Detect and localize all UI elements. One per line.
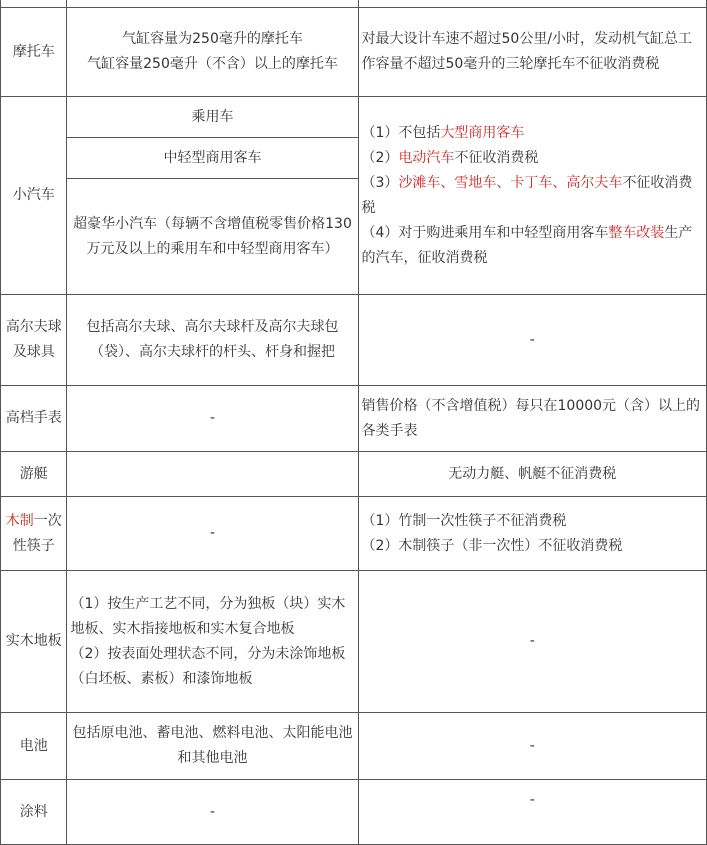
- table-row-top-stub: [1, 0, 707, 8]
- table-row-golf: [1, 295, 707, 386]
- note-text: 不征收消费税: [454, 149, 539, 166]
- scope-cell: -: [67, 497, 358, 571]
- item-cell: [1, 497, 67, 571]
- note-line: （1）竹制一次性筷子不征消费税: [361, 512, 567, 529]
- note-text: （3）: [361, 174, 399, 191]
- scope-cell: 包括高尔夫球、高尔夫球杆及高尔夫球包（袋）、高尔夫球杆的杆头、杆身和握把: [67, 295, 358, 386]
- scope-line: 气缸容量为250毫升的摩托车: [122, 31, 303, 47]
- item-text: 一次性筷子: [12, 512, 62, 554]
- item-cell: 小汽车: [1, 97, 67, 295]
- scope-cell: 超豪华小汽车（每辆不含增值税零售价格130万元及以上的乘用车和中轻型商用客车）: [67, 179, 358, 295]
- table-row-watch: [1, 386, 707, 452]
- item-cell: 涂料: [1, 780, 67, 845]
- note-cell: -: [358, 571, 706, 713]
- scope-cell: -: [67, 386, 358, 452]
- table-row-motorcycle: [1, 8, 707, 97]
- scope-line: （1）按生产工艺不同，分为独板（块）实木地板、实木指接地板和实木复合地板: [70, 595, 346, 637]
- note-cell: 销售价格（不含增值税）每只在10000元（含）以上的各类手表: [358, 386, 706, 452]
- note-cell: -: [358, 295, 706, 386]
- table-row-yacht: [1, 452, 707, 497]
- note-text: （4）对于购进乘用车和中轻型商用客车: [361, 224, 609, 241]
- item-cell: 游艇: [1, 452, 67, 497]
- highlight-text: 电动汽车: [398, 149, 455, 166]
- table-row-chopsticks: [1, 497, 707, 571]
- scope-cell: -: [67, 780, 358, 845]
- note-line: [362, 146, 703, 171]
- scope-line: 气缸容量250毫升（不含）以上的摩托车: [87, 56, 338, 72]
- note-cell: 无动力艇、帆艇不征消费税: [358, 452, 706, 497]
- scope-cell: [67, 8, 358, 97]
- item-cell: 高尔夫球及球具: [1, 295, 67, 386]
- item-cell: 实木地板: [1, 571, 67, 713]
- note-text: （2）: [361, 149, 399, 166]
- highlight-text: 大型商用客车: [440, 124, 525, 141]
- highlight-text: 木制: [5, 512, 34, 529]
- table-row-paint: [1, 780, 707, 845]
- table-row-floor: [1, 571, 707, 713]
- item-cell: 摩托车: [1, 8, 67, 97]
- item-cell: 电池: [1, 713, 67, 780]
- scope-cell: 乘用车: [67, 97, 358, 138]
- note-text: 不征收消费税: [361, 174, 693, 216]
- note-text: 生产的汽车，征收消费税: [361, 224, 693, 266]
- scope-cell: 包括原电池、蓄电池、燃料电池、太阳能电池和其他电池: [67, 713, 358, 780]
- scope-line: （2）按表面处理状态不同，分为未涂饰地板（白坯板、素板）和漆饰地板: [70, 645, 346, 687]
- note-cell: -: [358, 780, 706, 845]
- scope-cell: [67, 571, 358, 713]
- table-row-battery: [1, 713, 707, 780]
- note-cell: 对最大设计车速不超过50公里/小时，发动机气缸总工作容量不超过50毫升的三轮摩托车不征收消费税: [358, 8, 706, 97]
- table-row-car-passenger: [1, 97, 707, 138]
- note-text: （1）不包括: [361, 124, 441, 141]
- note-cell: -: [358, 713, 706, 780]
- note-line: [362, 171, 703, 221]
- note-line: [362, 221, 703, 271]
- highlight-text: 沙滩车、雪地车、卡丁车、高尔夫车: [398, 174, 623, 191]
- scope-cell: 中轻型商用客车: [67, 138, 358, 179]
- note-cell: [358, 497, 706, 571]
- note-line: [362, 121, 703, 146]
- note-cell: [358, 97, 706, 295]
- highlight-text: 整车改装: [608, 224, 665, 241]
- note-line: （2）木制筷子（非一次性）不征收消费税: [361, 537, 623, 554]
- item-cell: 高档手表: [1, 386, 67, 452]
- scope-cell: [67, 452, 358, 497]
